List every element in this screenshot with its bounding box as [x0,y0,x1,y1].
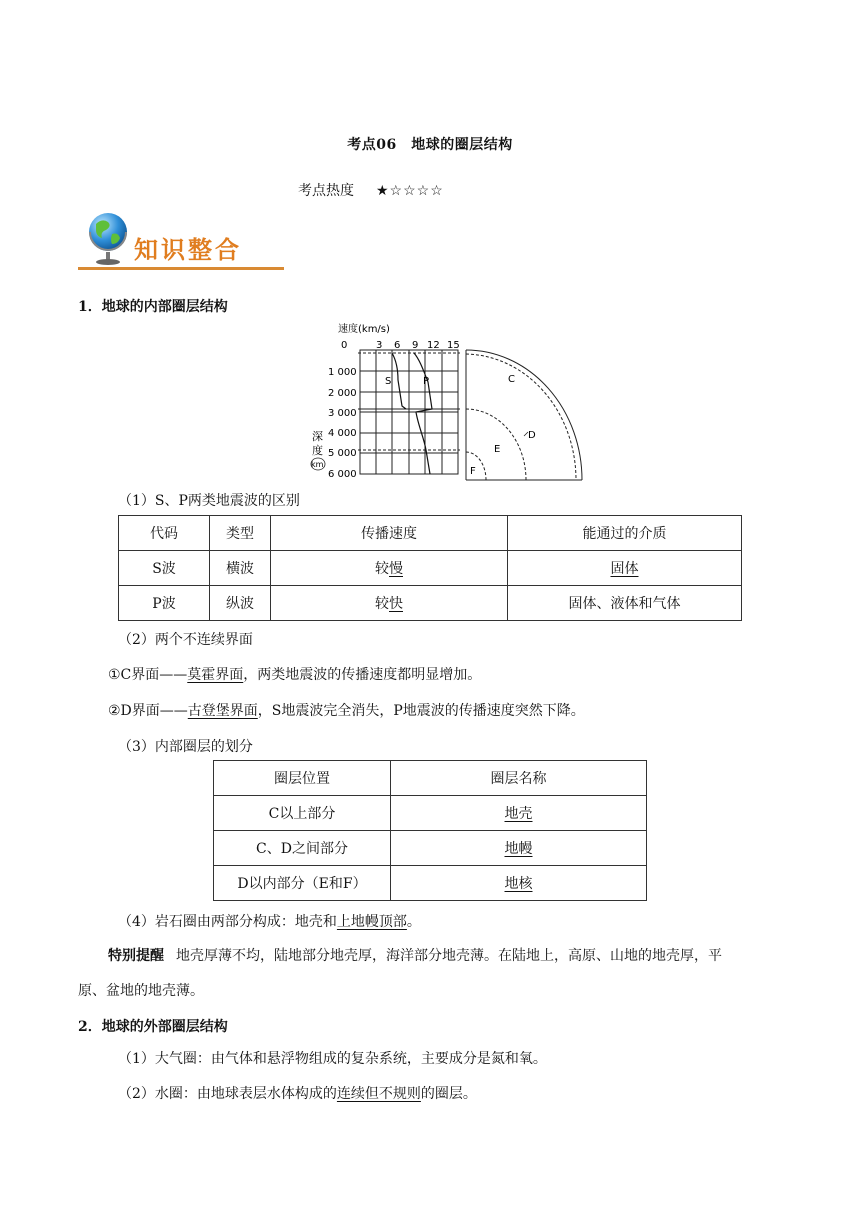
depth-label-1: 深 [312,430,323,443]
layer-answer: 地幔 [504,841,533,857]
boundary-c-suffix: ，两类地震波的传播速度都明显增加。 [243,667,482,683]
boundary-d-answer: 古登堡界面 [187,703,258,719]
speed-tick-3: 3 [376,340,383,351]
layer-d-label: D [528,430,536,441]
layer-answer: 地壳 [504,806,533,822]
cell-speed [271,551,508,586]
header-type: 类型 [210,516,271,551]
cell-speed [271,586,508,621]
cell-position: C、D之间部分 [214,831,391,866]
header-speed: 传播速度 [271,516,508,551]
globe-icon [84,210,134,268]
special-note-line-1 [108,945,722,965]
speed-tick-0: 0 [341,340,348,351]
section-1-heading: 1．地球的内部圈层结构 [78,299,228,315]
hydrosphere-suffix: 的圈层。 [420,1086,477,1102]
knowledge-banner [78,208,284,270]
header-position: 圈层位置 [214,761,391,796]
sub-2-heading: （2）两个不连续界面 [118,632,253,648]
depth-unit: km [311,460,324,469]
depth-tick-5000: 5 000 [328,448,357,459]
speed-tick-12: 12 [427,340,440,351]
depth-tick-2000: 2 000 [328,388,357,399]
earth-quadrant [466,350,582,480]
heat-rating [298,180,444,200]
table-row [119,551,742,586]
speed-ticks [341,340,460,351]
speed-answer: 快 [389,596,403,612]
boundary-d-line [108,700,585,720]
hydrosphere-prefix: （2）水圈：由地球表层水体构成的 [118,1086,337,1102]
speed-prefix: 较 [375,596,389,612]
wave-comparison-table [118,515,742,621]
special-note-line-2: 原、盆地的地壳薄。 [78,983,204,999]
earth-structure-figure [310,320,585,482]
s-wave-label: S [385,376,392,387]
header-layer-name: 圈层名称 [391,761,647,796]
outer-layer-hydrosphere [118,1083,477,1103]
cell-medium [508,551,742,586]
speed-axis-label: 速度(km/s) [338,324,390,335]
cell-type: 横波 [210,551,271,586]
medium-answer: 固体 [610,561,639,577]
depth-tick-3000: 3 000 [328,408,357,419]
heat-label: 考点热度 [298,183,354,199]
special-note-text-1: 地壳厚薄不均，陆地部分地壳厚，海洋部分地壳薄。在陆地上，高原、山地的地壳厚，平 [176,948,722,964]
header-medium: 能通过的介质 [508,516,742,551]
layer-answer: 地核 [504,876,533,892]
table-row [214,831,647,866]
sub-4-answer: 上地幔顶部 [336,914,407,930]
table-row [119,586,742,621]
hydrosphere-answer: 连续但不规则 [336,1086,421,1102]
cell-type: 纵波 [210,586,271,621]
outer-layer-atmosphere: （1）大气圈：由气体和悬浮物组成的复杂系统，主要成分是氮和氧。 [118,1051,547,1067]
speed-tick-9: 9 [412,340,419,351]
depth-ticks [328,367,357,480]
cell-layer-name [391,831,647,866]
p-wave-label: P [423,376,430,387]
layer-c-label: C [508,374,515,385]
boundary-c-prefix: ①C界面—— [108,667,188,683]
cell-code: S波 [119,551,210,586]
heat-stars: ★☆☆☆☆ [376,183,444,199]
layer-f-label: F [470,466,476,477]
cell-medium: 固体、液体和气体 [508,586,742,621]
speed-prefix: 较 [375,561,389,577]
speed-answer: 慢 [389,561,403,577]
boundary-c-answer: 莫霍界面 [187,667,244,683]
table-header-row [214,761,647,796]
section-2-heading: 2．地球的外部圈层结构 [78,1019,228,1035]
banner-text: 知识整合 [134,236,242,264]
sub-3-heading: （3）内部圈层的划分 [118,739,253,755]
cell-code: P波 [119,586,210,621]
cell-position: D以内部分（E和F） [214,866,391,901]
layer-division-table [213,760,647,901]
depth-tick-4000: 4 000 [328,428,357,439]
depth-tick-1000: 1 000 [328,367,357,378]
figure-grid [360,350,458,474]
layer-e-label: E [494,444,501,455]
depth-tick-6000: 6 000 [328,469,357,480]
sub-4-suffix: 。 [406,914,421,930]
table-header-row [119,516,742,551]
header-code: 代码 [119,516,210,551]
cell-layer-name [391,796,647,831]
table-row [214,796,647,831]
speed-tick-6: 6 [394,340,401,351]
s-wave-curve [392,353,406,409]
sub-4-prefix: （4）岩石圈由两部分构成：地壳和 [118,914,337,930]
boundary-c-line [108,664,481,684]
cell-layer-name [391,866,647,901]
special-note-label: 特别提醒 [108,948,164,964]
depth-label-2: 度 [312,444,323,457]
boundary-d-prefix: ②D界面—— [108,703,188,719]
boundary-d-suffix: ，S地震波完全消失，P地震波的传播速度突然下降。 [257,703,585,719]
page-title: 考点06 地球的圈层结构 [347,137,513,153]
sub-1-heading: （1）S、P两类地震波的区别 [118,493,300,509]
cell-position: C以上部分 [214,796,391,831]
table-row [214,866,647,901]
speed-tick-15: 15 [447,340,460,351]
sub-4-line [118,911,421,931]
banner-underline [78,267,284,270]
